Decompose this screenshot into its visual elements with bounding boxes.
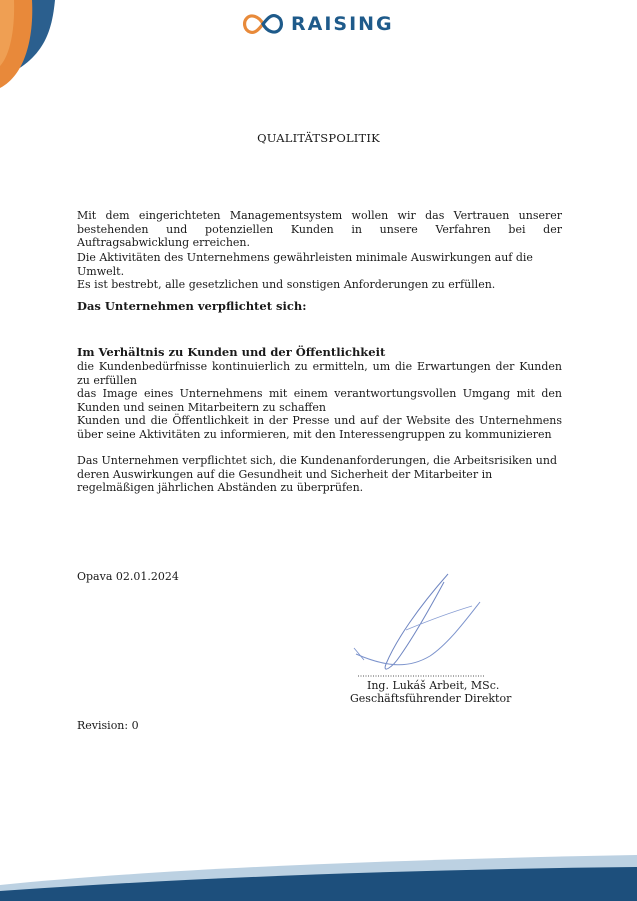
environment-paragraph [77,251,562,292]
intro-paragraph: Mit dem eingerichteten Managementsystem wollen wir das Vertrauen unserer bestehenden und potenziellen Kunden in unsere Verfahren bei der Auftragsabwicklung erreichen. [77,209,562,249]
section-heading: Im Verhältnis zu Kunden und der Öffentlichkeit [77,345,386,359]
list-item: die Kundenbedürfnisse kontinuierlich zu ermitteln, um die Erwartungen der Kunden zu erfüllen [77,360,562,387]
revision-label: Revision: 0 [77,719,139,732]
company-logo [241,10,394,38]
signatory-name: Ing. Lukáš Arbeit, MSc. [367,679,500,692]
review-paragraph: Das Unternehmen verpflichtet sich, die Kundenanforderungen, die Arbeitsrisiken und deren Auswirkungen auf die Gesundheit und Sicherheit der Mitarbeiter in regelmäßigen jährlichen Abständen zu überprüfen. [77,454,557,494]
logo-mark-icon [241,11,285,37]
page-title: QUALITÄTSPOLITIK [257,131,380,145]
commitments-list [77,360,562,441]
place-date: Opava 02.01.2024 [77,570,179,583]
signatory-role: Geschäftsführender Direktor [350,692,512,705]
list-item: das Image eines Unternehmens mit einem verantwortungsvollen Umgang mit den Kunden und seinen Mitarbeitern zu schaffen [77,387,562,414]
environment-line-2: Es ist bestrebt, alle gesetzlichen und sonstigen Anforderungen zu erfüllen. [77,278,496,291]
logo-text: RAISING [291,13,394,35]
commitment-heading: Das Unternehmen verpflichtet sich: [77,299,307,313]
handwritten-signature [348,568,488,680]
corner-decoration [0,0,60,95]
environment-line-1: Die Aktivitäten des Unternehmens gewährleisten minimale Auswirkungen auf die Umwelt. [77,251,533,278]
footer-wave [0,841,637,901]
list-item: Kunden und die Öffentlichkeit in der Presse und auf der Website des Unternehmens über seine Aktivitäten zu informieren, mit den Interessengruppen zu kommunizieren [77,414,562,441]
